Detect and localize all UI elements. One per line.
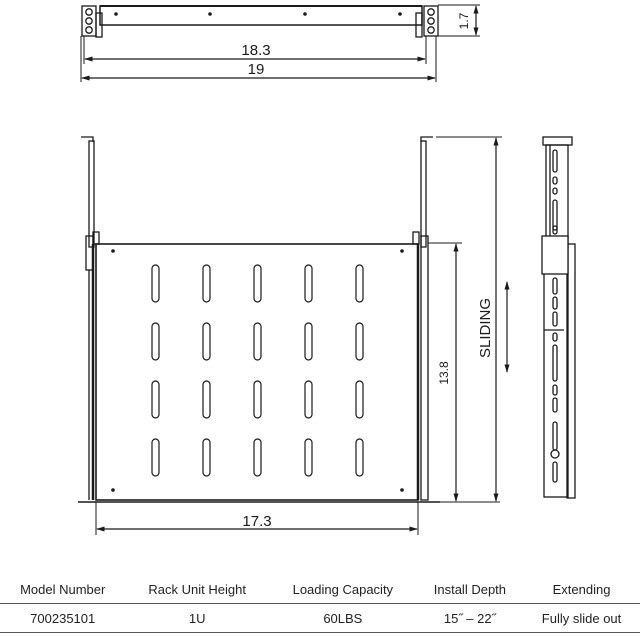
spec-table-header-row (0, 575, 640, 604)
cell-extending: Fully slide out (523, 604, 640, 633)
header-extending: Extending (523, 575, 640, 604)
header-loading-capacity: Loading Capacity (269, 575, 417, 604)
header-rack-unit-height: Rack Unit Height (125, 575, 269, 604)
cell-loading-capacity: 60LBS (269, 604, 417, 633)
header-model-number: Model Number (0, 575, 125, 604)
front-view (78, 137, 507, 535)
outer-width-label: 19 (247, 61, 265, 78)
header-install-depth: Install Depth (417, 575, 523, 604)
side-view (542, 137, 575, 498)
height-label: 1.7 (457, 12, 471, 30)
sliding-label: SLIDING (477, 297, 494, 359)
cell-model-number: 700235101 (0, 604, 125, 633)
tray-width-label: 17.3 (242, 513, 272, 530)
top-view (81, 5, 480, 82)
cell-install-depth: 15˝ – 22˝ (417, 604, 523, 633)
tray-depth-label: 13.8 (437, 361, 451, 385)
ventilation-slots (152, 265, 363, 476)
inner-width-label: 18.3 (241, 42, 271, 59)
spec-table (0, 575, 640, 633)
table-row (0, 604, 640, 633)
cell-rack-unit-height: 1U (125, 604, 269, 633)
